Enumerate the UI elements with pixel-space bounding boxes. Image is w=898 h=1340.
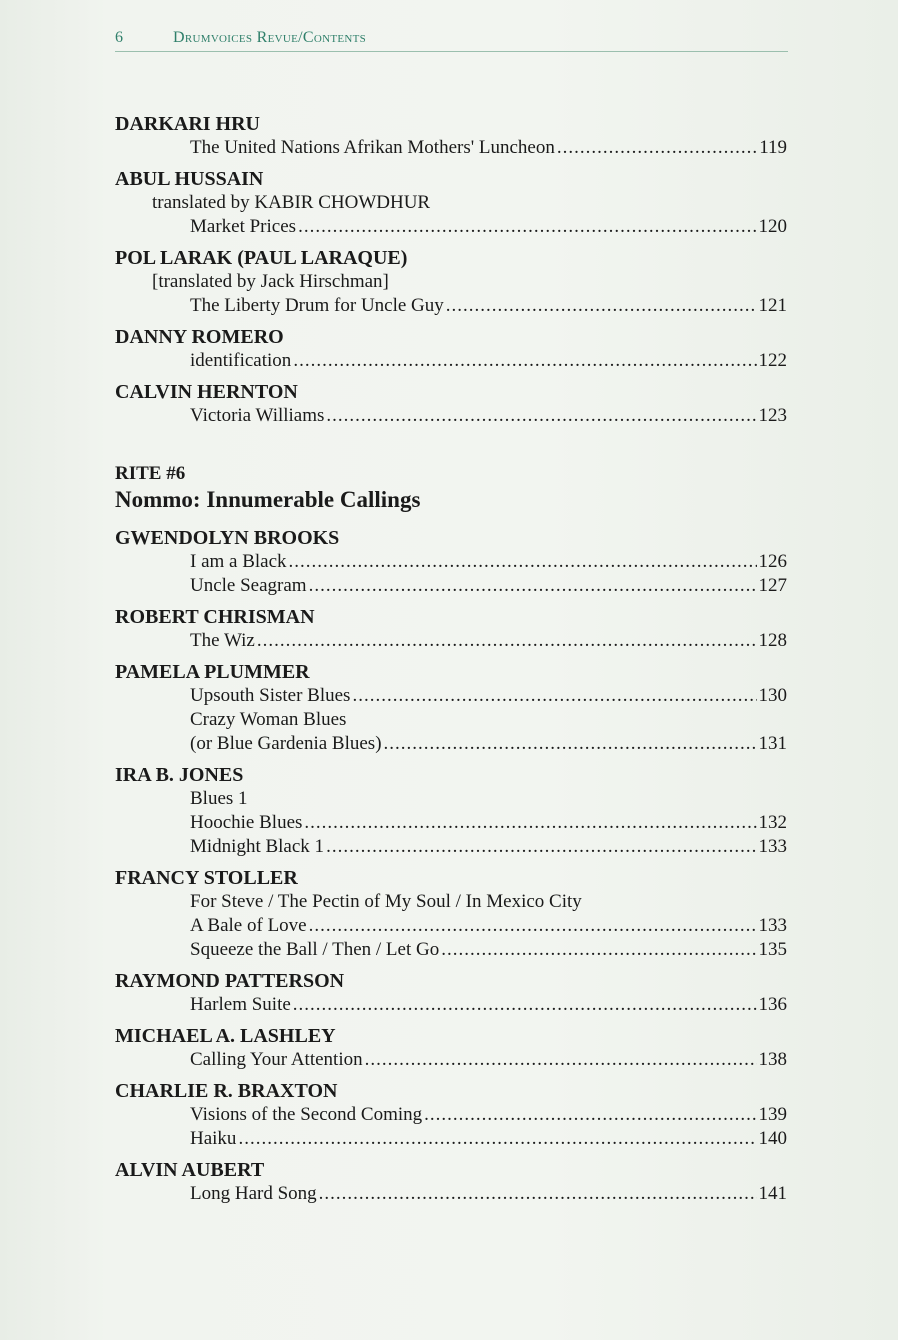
- author-entry: [115, 969, 787, 1017]
- translator-note: translated by KABIR CHOWDHUR: [152, 192, 431, 213]
- page-ref: 136: [758, 994, 787, 1015]
- dot-leader: [298, 215, 756, 239]
- page-ref: 126: [758, 551, 787, 572]
- dot-leader: [257, 629, 757, 653]
- work-entry: [115, 349, 787, 373]
- dot-leader: [557, 136, 757, 160]
- dot-leader: [352, 684, 756, 708]
- work-title: (or Blue Gardenia Blues): [190, 733, 382, 754]
- work-entry: [115, 1127, 787, 1151]
- page-ref: 135: [758, 939, 787, 960]
- entry-spacer: [115, 1017, 787, 1024]
- work-title: For Steve / The Pectin of My Soul / In Mexico City: [190, 891, 582, 912]
- page-ref: 131: [758, 733, 787, 754]
- dot-leader: [384, 732, 757, 756]
- work-title: A Bale of Love: [190, 915, 307, 936]
- page-ref: 132: [758, 812, 787, 833]
- dot-leader: [424, 1103, 756, 1127]
- author-entry: [115, 605, 787, 653]
- work-entry: [115, 890, 787, 914]
- running-title: Drumvoices Revue/Contents: [173, 29, 367, 46]
- contents-list: [115, 112, 787, 1206]
- contents-section-a: [115, 112, 787, 428]
- dot-leader: [326, 404, 756, 428]
- work-entry: [115, 708, 787, 732]
- work-title: Crazy Woman Blues: [190, 709, 347, 730]
- work-title: Calling Your Attention: [190, 1049, 363, 1070]
- dot-leader: [319, 1182, 757, 1206]
- work-title: The Liberty Drum for Uncle Guy: [190, 295, 444, 316]
- page-ref: 133: [758, 836, 787, 857]
- entry-spacer: [115, 160, 787, 167]
- page-ref: 127: [758, 575, 787, 596]
- author-entry: [115, 1024, 787, 1072]
- author-entry: [115, 1158, 787, 1206]
- page-ref: 119: [759, 137, 787, 158]
- author-name: DANNY ROMERO: [115, 326, 284, 348]
- author-entry: [115, 763, 787, 859]
- author-name: ALVIN AUBERT: [115, 1159, 265, 1181]
- author-name: CHARLIE R. BRAXTON: [115, 1080, 338, 1102]
- entry-spacer: [115, 318, 787, 325]
- page-ref: 139: [758, 1104, 787, 1125]
- author-entry: [115, 526, 787, 598]
- work-entry: [115, 993, 787, 1017]
- page-ref: 120: [758, 216, 787, 237]
- author-entry: [115, 112, 787, 160]
- work-title: I am a Black: [190, 551, 287, 572]
- work-entry: [115, 684, 787, 708]
- work-entry: [115, 1103, 787, 1127]
- work-title: Hoochie Blues: [190, 812, 303, 833]
- work-title: Upsouth Sister Blues: [190, 685, 351, 706]
- page-ref: 123: [758, 405, 787, 426]
- work-title: Harlem Suite: [190, 994, 291, 1015]
- work-title: Visions of the Second Coming: [190, 1104, 423, 1125]
- entry-spacer: [115, 859, 787, 866]
- work-title: Long Hard Song: [190, 1183, 317, 1204]
- page-ref: 141: [758, 1183, 787, 1204]
- dot-leader: [326, 835, 756, 859]
- work-title: Haiku: [190, 1128, 237, 1149]
- translator-note: [translated by Jack Hirschman]: [152, 271, 389, 292]
- work-entry: [115, 1182, 787, 1206]
- page-ref: 130: [758, 685, 787, 706]
- work-title: Victoria Williams: [190, 405, 325, 426]
- page-ref: 140: [758, 1128, 787, 1149]
- dot-leader: [289, 550, 757, 574]
- work-title: Squeeze the Ball / Then / Let Go: [190, 939, 440, 960]
- work-entry: [115, 215, 787, 239]
- work-entry: [115, 835, 787, 859]
- author-name: ABUL HUSSAIN: [115, 168, 264, 190]
- work-entry: [115, 629, 787, 653]
- page-ref: 122: [758, 350, 787, 371]
- work-entry: [115, 1048, 787, 1072]
- dot-leader: [238, 1127, 756, 1151]
- page-ref: 138: [758, 1049, 787, 1070]
- work-entry: [115, 811, 787, 835]
- page-ref: 133: [758, 915, 787, 936]
- author-entry: [115, 1079, 787, 1151]
- author-name: DARKARI HRU: [115, 113, 260, 135]
- author-name: MICHAEL A. LASHLEY: [115, 1025, 336, 1047]
- dot-leader: [441, 938, 756, 962]
- entry-spacer: [115, 653, 787, 660]
- entry-spacer: [115, 1151, 787, 1158]
- rite-title: Nommo: Innumerable Callings: [115, 487, 421, 512]
- work-title: identification: [190, 350, 292, 371]
- author-name: PAMELA PLUMMER: [115, 661, 310, 683]
- entry-spacer: [115, 239, 787, 246]
- work-title: Midnight Black 1: [190, 836, 325, 857]
- work-entry: [115, 404, 787, 428]
- author-entry: [115, 380, 787, 428]
- work-entry: [115, 136, 787, 160]
- author-entry: [115, 325, 787, 373]
- author-name: IRA B. JONES: [115, 764, 244, 786]
- dot-leader: [293, 993, 757, 1017]
- work-entry: [115, 574, 787, 598]
- work-title: The United Nations Afrikan Mothers' Luncheon: [190, 137, 555, 158]
- work-entry: [115, 732, 787, 756]
- author-name: ROBERT CHRISMAN: [115, 606, 315, 628]
- work-entry: [115, 550, 787, 574]
- author-entry: [115, 167, 787, 239]
- rite-label: RITE #6: [115, 463, 186, 484]
- page-number: 6: [115, 29, 124, 46]
- work-entry: [115, 294, 787, 318]
- author-name: RAYMOND PATTERSON: [115, 970, 345, 992]
- author-name: CALVIN HERNTON: [115, 381, 298, 403]
- author-entry: [115, 660, 787, 756]
- dot-leader: [309, 914, 757, 938]
- work-title: Blues 1: [190, 788, 248, 809]
- work-entry: [115, 938, 787, 962]
- work-title: Market Prices: [190, 216, 297, 237]
- entry-spacer: [115, 756, 787, 763]
- running-head: [115, 27, 788, 52]
- author-name: POL LARAK (PAUL LARAQUE): [115, 247, 408, 269]
- entry-spacer: [115, 1072, 787, 1079]
- contents-section-b: [115, 526, 787, 1206]
- dot-leader: [309, 574, 757, 598]
- entry-spacer: [115, 962, 787, 969]
- dot-leader: [304, 811, 756, 835]
- work-title: The Wiz: [190, 630, 255, 651]
- work-entry: [115, 914, 787, 938]
- work-title: Uncle Seagram: [190, 575, 307, 596]
- author-name: FRANCY STOLLER: [115, 867, 298, 889]
- page-ref: 121: [758, 295, 787, 316]
- author-entry: [115, 246, 787, 318]
- page-ref: 128: [758, 630, 787, 651]
- entry-spacer: [115, 598, 787, 605]
- author-name: GWENDOLYN BROOKS: [115, 527, 340, 549]
- dot-leader: [365, 1048, 757, 1072]
- entry-spacer: [115, 373, 787, 380]
- work-entry: [115, 787, 787, 811]
- dot-leader: [446, 294, 757, 318]
- author-entry: [115, 866, 787, 962]
- dot-leader: [293, 349, 756, 373]
